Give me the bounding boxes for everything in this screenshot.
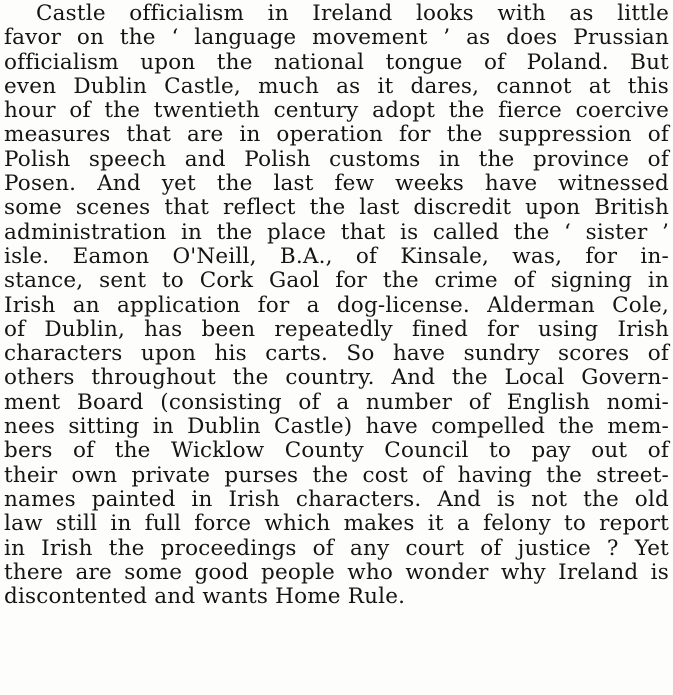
text-line: Castle officialism in Ireland looks with as little xyxy=(36,1,669,26)
text-line: law still in full force which makes it a felony to report xyxy=(4,511,669,537)
text-line: their own private purses the cost of having the street- xyxy=(4,462,669,488)
text-line: measures that are in operation for the suppression of xyxy=(4,122,669,148)
text-line: stance, sent to Cork Gaol for the crime of signing in xyxy=(4,268,669,294)
text-line: ment Board (consisting of a number of English nomi- xyxy=(4,389,669,415)
text-line: of Dublin, has been repeatedly fined for using Irish xyxy=(4,316,669,342)
text-line: nees sitting in Dublin Castle) have compelled the mem- xyxy=(4,414,669,440)
text-line: in Irish the proceedings of any court of justice ? Yet xyxy=(4,535,669,561)
text-line: discontented and wants Home Rule. xyxy=(4,584,406,610)
text-line: bers of the Wicklow County Council to pay out of xyxy=(4,438,669,464)
text-line: administration in the place that is called the ‘ sister ’ xyxy=(4,219,669,245)
text-line: even Dublin Castle, much as it dares, cannot at this xyxy=(4,73,669,99)
text-line: isle. Eamon O'Neill, B.A., of Kinsale, was, for in- xyxy=(4,243,669,269)
text-line: officialism upon the national tongue of Poland. But xyxy=(4,49,669,75)
text-line: hour of the twentieth century adopt the fierce coercive xyxy=(4,98,669,124)
text-line: names painted in Irish characters. And is not the old xyxy=(4,486,669,512)
text-line: Posen. And yet the last few weeks have witnessed xyxy=(4,171,669,197)
text-line: favor on the ‘ language movement ’ as does Prussian xyxy=(4,25,669,51)
article-paragraph xyxy=(4,2,669,609)
text-line: there are some good people who wonder why Ireland is xyxy=(4,559,669,585)
text-line: Irish an application for a dog-license. Alderman Cole, xyxy=(4,292,669,318)
text-line: characters upon his carts. So have sundry scores of xyxy=(4,341,669,367)
text-line: some scenes that reflect the last discredit upon British xyxy=(4,195,669,221)
text-line: others throughout the country. And the Local Govern- xyxy=(4,365,669,391)
text-line: Polish speech and Polish customs in the province of xyxy=(4,146,669,172)
